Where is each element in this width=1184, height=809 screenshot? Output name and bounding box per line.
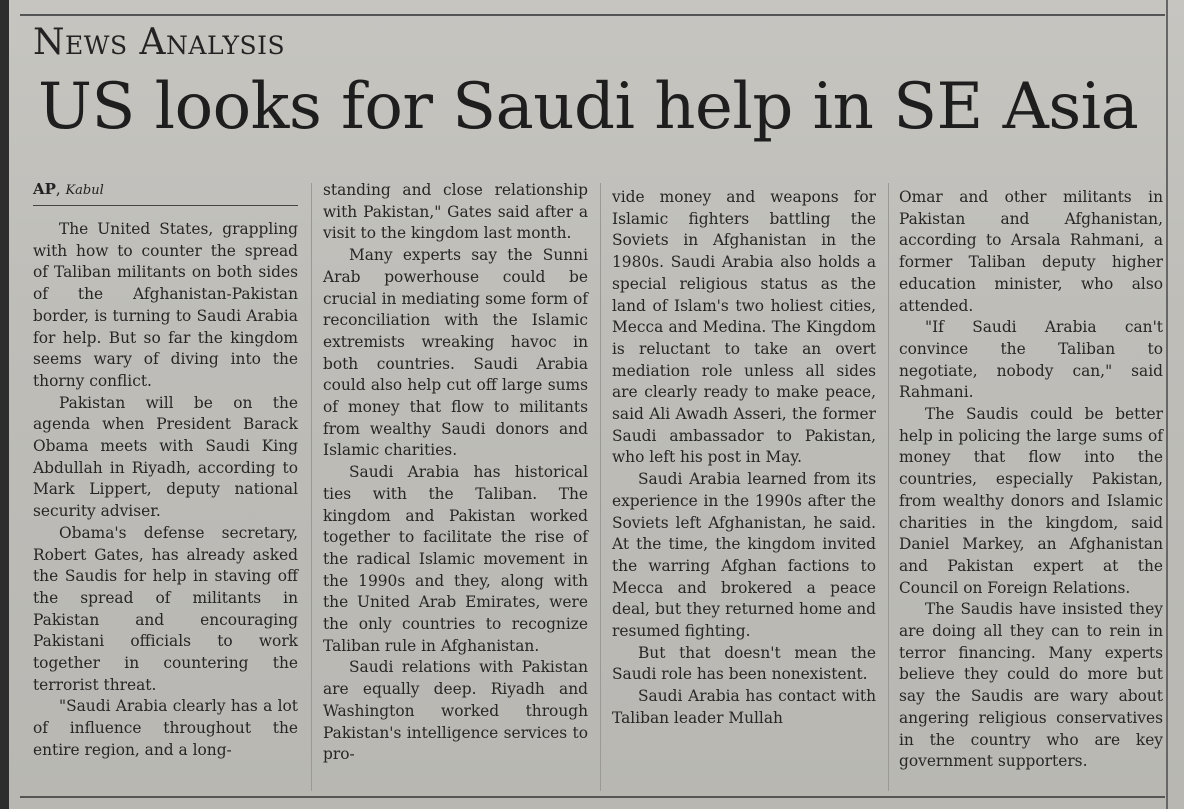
article-column-2 <box>323 180 588 766</box>
paragraph: vide money and weapons for Islamic fighters battling the Soviets in Afghanistan in the 1980s. Saudi Arabia also holds a special religious status as the land of Islam's two holiest cities, Mecca and Medina. The Kingdom is reluctant to take an overt mediation role unless all sides are clearly ready to make peace, said Ali Awadh Asseri, the former Saudi ambassador to Pakistan, who left his post in May. <box>612 188 876 467</box>
headline: US looks for Saudi help in SE Asia <box>38 70 1139 144</box>
paragraph: Omar and other militants in Pakistan and Afghanistan, according to Arsala Rahmani, a former Taliban deputy higher education minister, who also attended. <box>899 188 1163 315</box>
byline-location: Kabul <box>65 183 104 198</box>
bottom-rule <box>20 796 1165 798</box>
article-column-3 <box>612 187 876 730</box>
paragraph: But that doesn't mean the Saudi role has been nonexistent. <box>612 643 876 684</box>
paragraph: Saudi Arabia has historical ties with the Taliban. The kingdom and Pakistan worked together to facilitate the rise of the radical Islamic movement in the 1990s and they, along with the United Arab Emirates, were the only countries to recognize Taliban rule in Afghanistan. <box>323 463 588 655</box>
top-rule <box>20 14 1165 16</box>
paragraph: The Saudis could be better help in policing the large sums of money that flow into the countries, especially Pakistan, from wealthy donors and Islamic charities in the kingdom, said Daniel Markey, an Afghanistan and Pakistan expert at the Council on Foreign Relations. <box>899 405 1163 597</box>
column-divider <box>600 183 601 791</box>
paragraph: Saudi relations with Pakistan are equally deep. Riyadh and Washington worked through Pakistan's intelligence services to pro- <box>323 658 588 764</box>
paragraph: Obama's defense secretary, Robert Gates, has already asked the Saudis for help in staving off the spread of militants in Pakistan and encouraging Pakistani officials to work together in countering the terrorist threat. <box>33 523 298 694</box>
byline <box>33 180 104 198</box>
paragraph: Saudi Arabia learned from its experience in the 1990s after the Soviets left Afghanistan, he said. At the time, the kingdom invited the warring Afghan factions to Mecca and brokered a peace deal, but they returned home and resumed fighting. <box>612 470 876 641</box>
paragraph: standing and close relationship with Pakistan," Gates said after a visit to the kingdom last month. <box>323 181 588 243</box>
paragraph: Saudi Arabia has contact with Taliban leader Mullah <box>612 687 876 727</box>
column-divider <box>311 183 312 791</box>
paragraph: "If Saudi Arabia can't convince the Taliban to negotiate, nobody can," said Rahmani. <box>899 318 1163 402</box>
paragraph: Pakistan will be on the agenda when President Barack Obama meets with Saudi King Abdullah in Riyadh, according to Mark Lippert, deputy national security adviser. <box>33 393 298 521</box>
column-divider <box>888 183 889 791</box>
byline-separator: , <box>55 180 66 198</box>
article-column-1 <box>33 219 298 762</box>
paragraph: "Saudi Arabia clearly has a lot of influence throughout the entire region, and a long- <box>33 697 298 759</box>
byline-agency: AP <box>33 180 56 198</box>
paragraph: Many experts say the Sunni Arab powerhouse could be crucial in mediating some form of reconciliation with the Islamic extremists wreaking havoc in both countries. Saudi Arabia could also help cut off large sums of money that flow to militants from wealthy Saudi donors and Islamic charities. <box>323 246 588 460</box>
section-label: News Analysis <box>33 22 286 63</box>
article-column-4 <box>899 187 1163 773</box>
right-rule <box>1166 0 1168 809</box>
paragraph: The United States, grappling with how to counter the spread of Taliban militants on both sides of the Afghanistan-Pakistan border, is turning to Saudi Arabia for help. But so far the kingdom seems wary of diving into the thorny conflict. <box>33 220 298 390</box>
byline-rule <box>33 205 298 206</box>
page-edge-shadow <box>0 0 9 809</box>
paragraph: The Saudis have insisted they are doing all they can to rein in terror financing. Many experts believe they could do more but say the Saudis are wary about angering religious conservatives in the country who are key government supporters. <box>899 600 1163 771</box>
